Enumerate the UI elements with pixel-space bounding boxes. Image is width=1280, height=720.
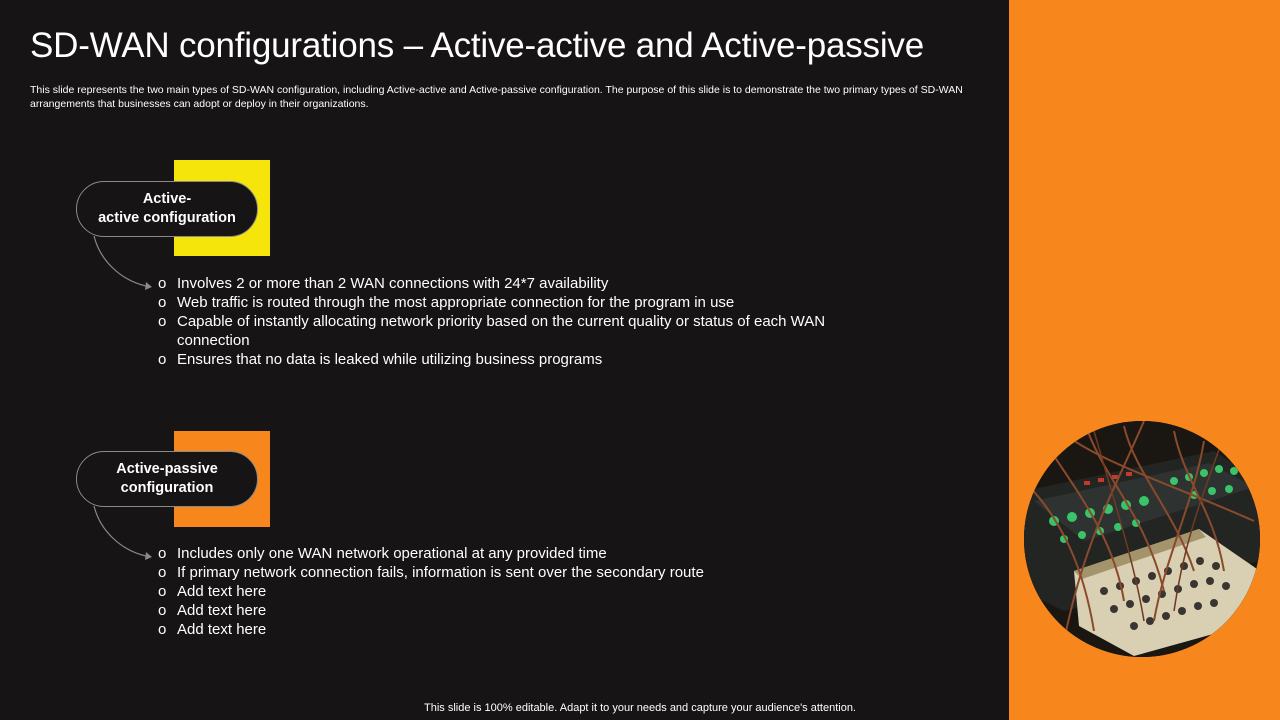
active-passive-label-line2: configuration [120,480,214,496]
curved-arrow-icon [90,234,154,292]
active-passive-bullet-list [158,544,838,639]
slide-subtitle: This slide represents the two main types of SD-WAN configuration, including Active-active and Active-passive configuration. The purpose of this slide is to demonstrate the two primary types of SD-WAN arrangements that businesses can adopt or deploy in their organizations. [30,84,963,110]
list-item [158,312,838,350]
bullet-text: If primary network connection fails, information is sent over the secondary route [177,564,704,581]
bullet-marker: o [158,621,167,638]
list-item [158,563,838,582]
bullet-marker: o [158,351,167,368]
active-active-label-line2: active configuration [98,210,236,226]
active-active-bullet-list [158,274,838,369]
slide-footer: This slide is 100% editable. Adapt it to your needs and capture your audience's attention. [424,702,856,714]
list-item [158,544,838,563]
active-active-label-line1: Active- [142,191,192,207]
bullet-marker: o [158,313,167,330]
active-active-label [76,181,258,237]
bullet-marker: o [158,294,167,311]
list-item [158,274,838,293]
bullet-text: Includes only one WAN network operational at any provided time [177,545,607,562]
active-passive-label [76,451,258,507]
active-passive-label-line1: Active-passive [116,461,218,477]
list-item [158,293,838,312]
bullet-text: Add text here [177,602,267,619]
bullet-text: Web traffic is routed through the most appropriate connection for the program in use [177,294,735,311]
bullet-text: Capable of instantly allocating network priority based on the current quality or status of each WAN connection [177,313,826,349]
list-item [158,620,838,639]
bullet-text: Ensures that no data is leaked while utilizing business programs [177,351,603,368]
bullet-text: Add text here [177,583,267,600]
bullet-marker: o [158,602,167,619]
bullet-text: Involves 2 or more than 2 WAN connections with 24*7 availability [177,275,609,292]
list-item [158,601,838,620]
list-item [158,350,838,369]
bullet-marker: o [158,545,167,562]
slide-title: SD-WAN configurations – Active-active and Active-passive [30,26,924,65]
list-item [158,582,838,601]
curved-arrow-icon [90,504,154,562]
bullet-text: Add text here [177,621,267,638]
synthesizer-photo-icon [1024,421,1260,657]
bullet-marker: o [158,583,167,600]
bullet-marker: o [158,275,167,292]
bullet-marker: o [158,564,167,581]
